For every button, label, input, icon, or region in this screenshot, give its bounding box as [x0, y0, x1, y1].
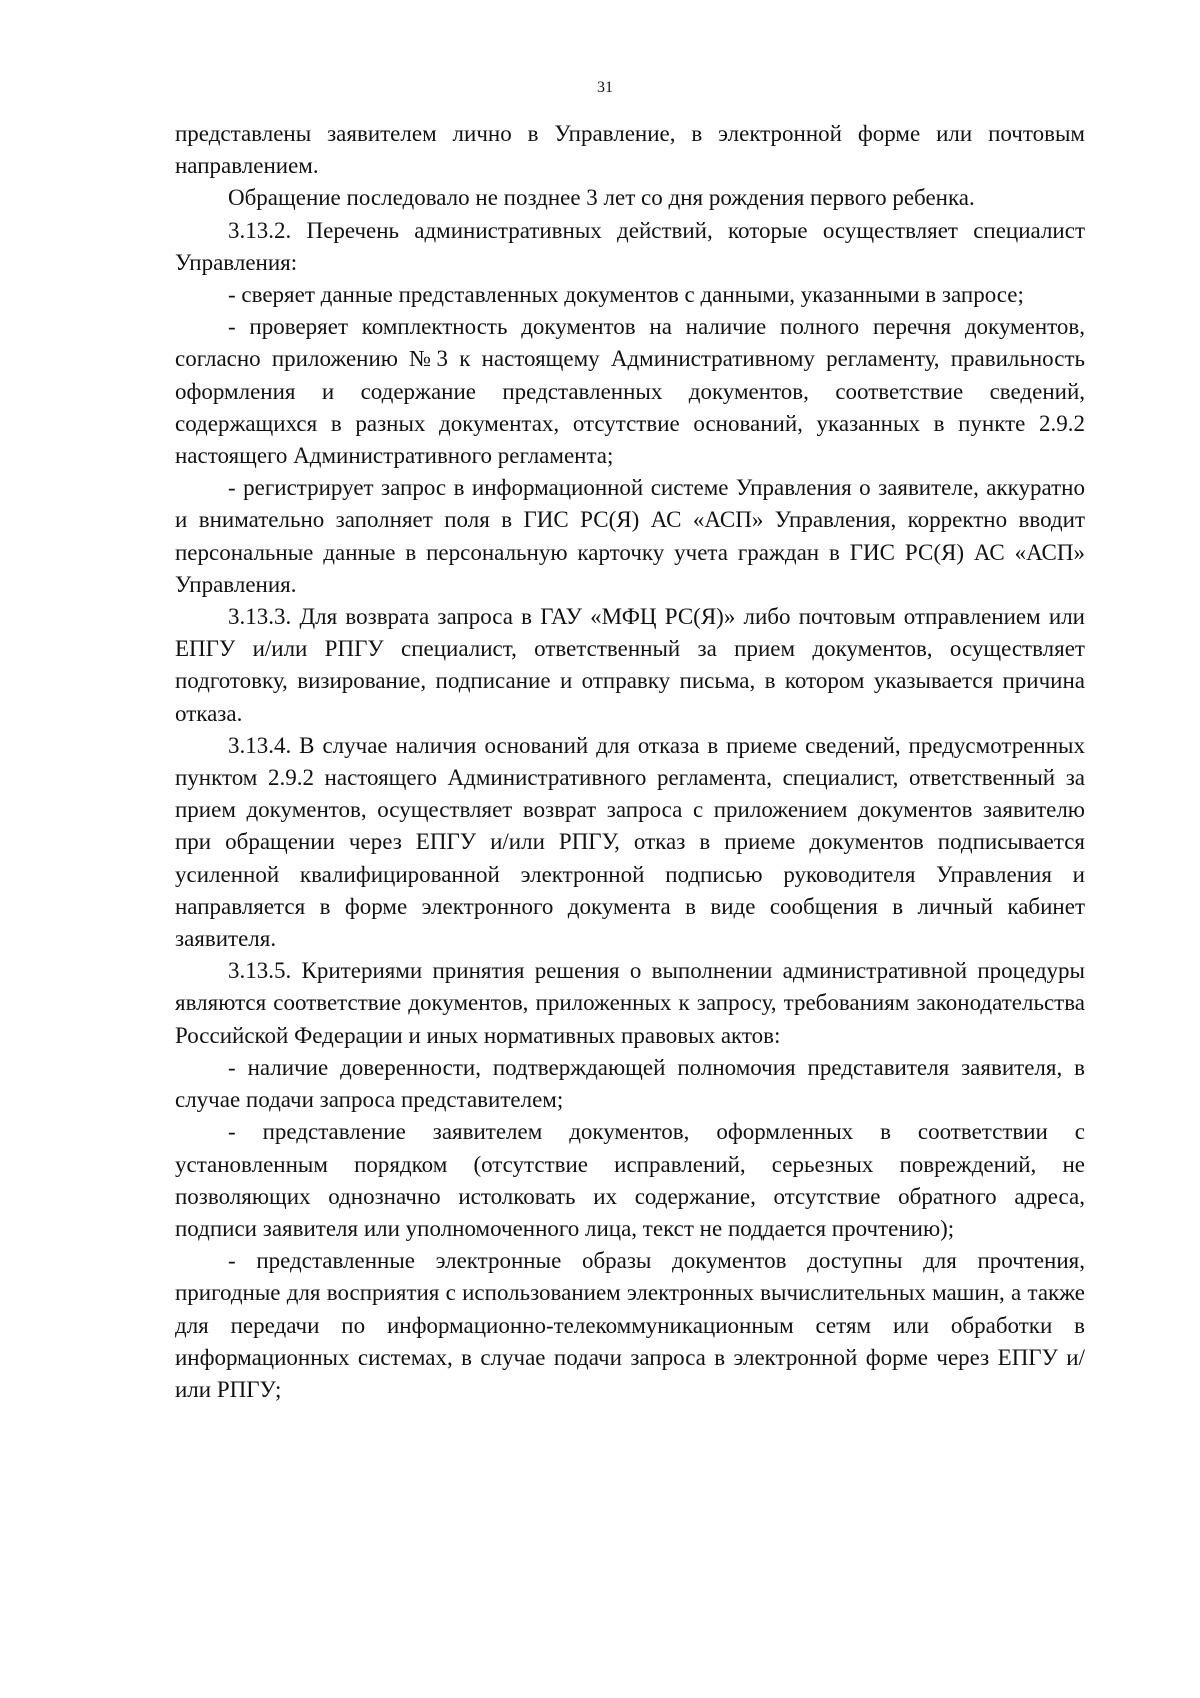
list-item-power-of-attorney: - наличие доверенности, подтверждающей полномочия представителя заявителя, в случае подачи запроса представителем; — [175, 1054, 1085, 1113]
list-item-register-request: - регистрирует запрос в информационной системе Управления о заявителе, аккуратно и внимательно заполняет поля в ГИС РС(Я) АС «АСП» Управления, корректно вводит персональные данные в персональную карточку учета граждан в ГИС РС(Я) АС «АСП» Управления. — [175, 475, 1085, 597]
list-item-electronic-images: - представленные электронные образы документов доступны для прочтения, пригодные для восприятия с использованием электронных вычислительных машин, а также для передачи по информационно-телекоммуникационным сетям или обработки в информационных системах, в случае подачи запроса в электронной форме через ЕПГУ и/или РПГУ; — [175, 1248, 1085, 1402]
paragraph-3-13-2: 3.13.2. Перечень административных действий, которые осуществляет специалист Управления: — [175, 217, 1085, 275]
paragraph-first-child-deadline: Обращение последовало не позднее 3 лет со дня рождения первого ребенка. — [228, 185, 975, 211]
list-item-check-completeness: - проверяет комплектность документов на наличие полного перечня документов, согласно приложению №3 к настоящему Административному регламенту, правильность оформления и содержание представленных документов, соответствие сведений, содержащихся в разных документах, отсутствие оснований, указанных в пункте 2.9.2 настоящего Административного регламента; — [175, 314, 1085, 469]
paragraph-3-13-5: 3.13.5. Критериями принятия решения о выполнении административной процедуры являются соответствие документов, приложенных к запросу, требованиям законодательства Российской Федерации и иных нормативных правовых актов: — [175, 958, 1085, 1048]
paragraph-3-13-4: 3.13.4. В случае наличия оснований для отказа в приеме сведений, предусмотренных пунктом 2.9.2 настоящего Административного регламента, специалист, ответственный за прием документов, осуществляет возврат запроса с приложением документов заявителю при обращении через ЕПГУ и/или РПГУ, отказ в приеме документов подписывается усиленной квалифицированной электронной подписью руководителя Управления и направляется в форме электронного документа в виде сообщения в личный кабинет заявителя. — [175, 732, 1085, 952]
list-item-documents-order: - представление заявителем документов, оформленных в соответствии с установленным порядком (отсутствие исправлений, серьезных повреждений, не позволяющих однозначно истолковать их содержание, отсутствие обратного адреса, подписи заявителя или уполномоченного лица, текст не поддается прочтению); — [175, 1119, 1085, 1241]
list-item-verify-data: - сверяет данные представленных документов с данными, указанными в запросе; — [228, 282, 1024, 308]
paragraph-3-13-3: 3.13.3. Для возврата запроса в ГАУ «МФЦ РС(Я)» либо почтовым отправлением или ЕПГУ и/или РПГУ специалист, ответственный за прием документов, осуществляет подготовку, визирование, подписание и отправку письма, в котором указывается причина отказа. — [175, 604, 1085, 726]
document-body — [175, 118, 1085, 1406]
page-number: 31 — [597, 79, 613, 96]
paragraph-continuation: представлены заявителем лично в Управление, в электронной форме или почтовым направлением. — [175, 121, 1085, 179]
